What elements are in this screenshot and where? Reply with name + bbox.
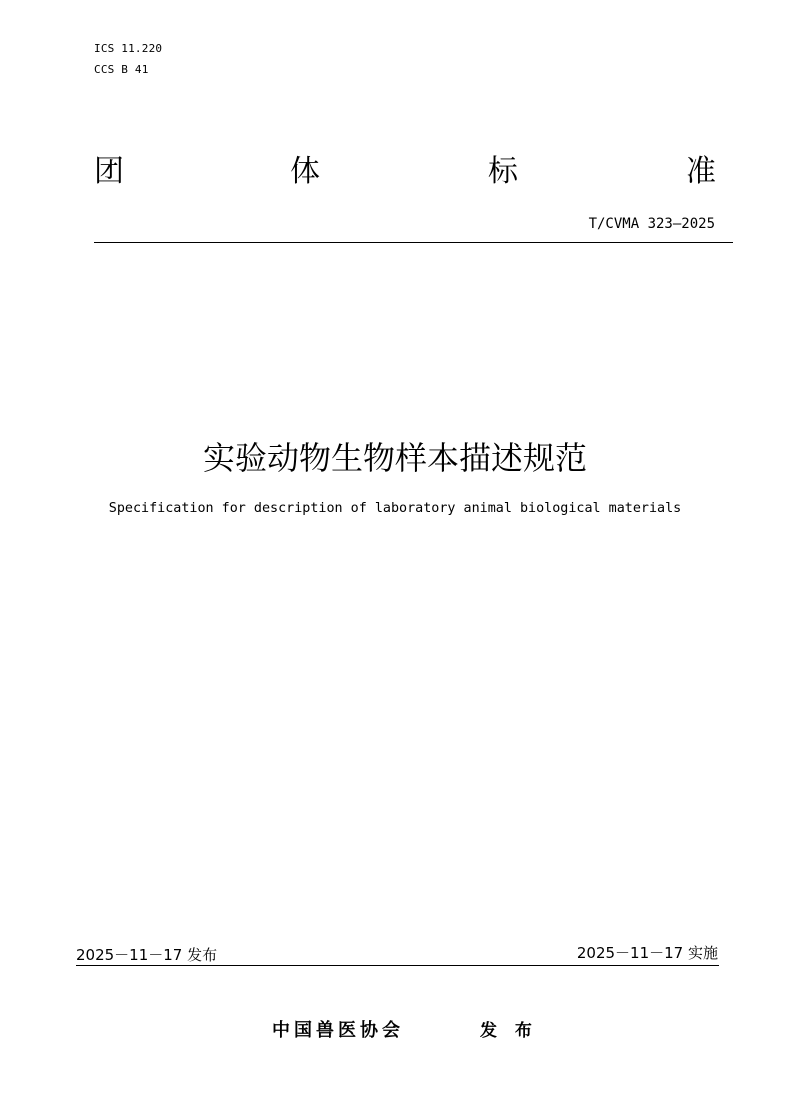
publisher-name: 中国兽医协会: [272, 1020, 404, 1041]
ccs-code: CCS B 41: [94, 63, 149, 76]
publish-date: 2025－11－17 发布: [76, 946, 218, 964]
publish-label: 发 布: [480, 1021, 538, 1041]
ics-code: ICS 11.220: [94, 42, 163, 55]
implement-date: 2025－11－17 实施: [576, 944, 718, 962]
standard-type-char: 标: [488, 154, 518, 189]
standard-type-char: 团: [94, 154, 124, 189]
header-divider: [94, 242, 733, 243]
title-chinese: 实验动物生物样本描述规范: [202, 439, 587, 477]
title-english: Specification for description of laboratory animal biological materials: [108, 501, 682, 516]
footer-divider: [76, 965, 719, 966]
standard-type-char: 体: [290, 154, 320, 189]
standard-type-char: 准: [686, 154, 716, 189]
standard-number: T/CVMA 323—2025: [588, 216, 715, 232]
